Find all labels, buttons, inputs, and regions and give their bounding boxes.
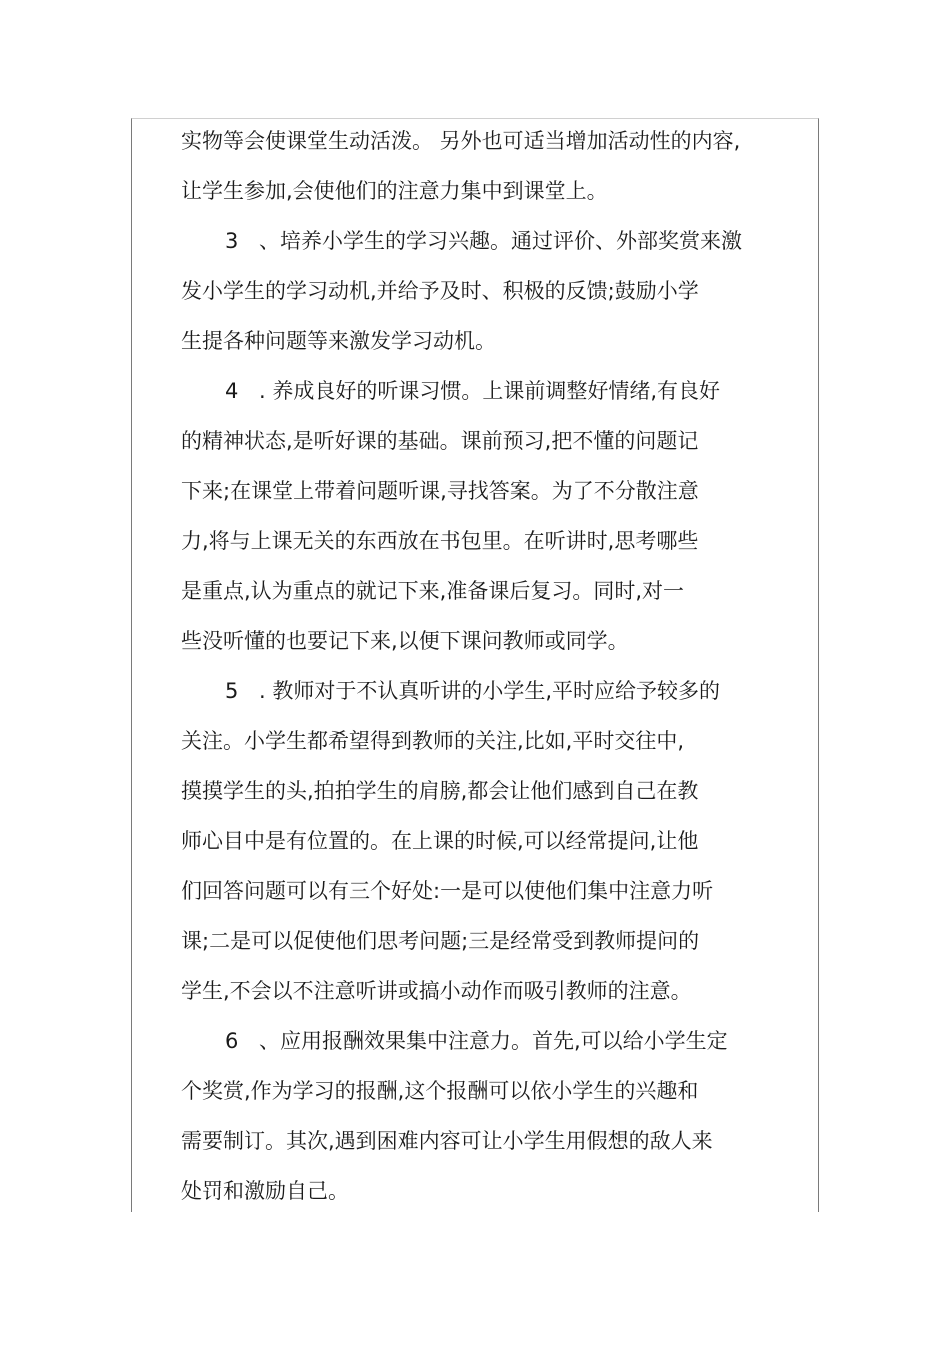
list-number: 4 — [225, 379, 239, 403]
list-item-4 — [181, 366, 743, 416]
text-line: . 教师对于不认真听讲的小学生,平时应给予较多的 — [259, 679, 721, 703]
list-number: 3 — [225, 229, 239, 253]
list-item-3 — [181, 216, 743, 266]
text-line: 、应用报酬效果集中注意力。首先,可以给小学生定 — [259, 1029, 728, 1053]
list-item-5 — [181, 666, 743, 716]
text-line: 师心目中是有位置的。在上课的时候,可以经常提问,让他 — [181, 829, 699, 853]
text-line: 些没听懂的也要记下来,以便下课问教师或同学。 — [181, 629, 629, 653]
text-line: . 养成良好的听课习惯。上课前调整好情绪,有良好 — [259, 379, 721, 403]
document-body — [181, 116, 743, 1216]
text-line: 处罚和激励自己。 — [181, 1179, 349, 1203]
list-number: 5 — [225, 679, 239, 703]
text-line: 个奖赏,作为学习的报酬,这个报酬可以依小学生的兴趣和 — [181, 1079, 699, 1103]
text-line: 下来;在课堂上带着问题听课,寻找答案。为了不分散注意 — [181, 479, 699, 503]
text-line: 课;二是可以促使他们思考问题;三是经常受到教师提问的 — [181, 929, 700, 953]
text-line: 、培养小学生的学习兴趣。通过评价、外部奖赏来激 — [259, 229, 742, 253]
text-line: 实物等会使课堂生动活泼。 另外也可适当增加活动性的内容, — [181, 129, 741, 153]
text-line: 力,将与上课无关的东西放在书包里。在听讲时,思考哪些 — [181, 529, 699, 553]
text-line: 发小学生的学习动机,并给予及时、积极的反馈;鼓励小学 — [181, 279, 699, 303]
list-item-6 — [181, 1016, 743, 1066]
text-line: 关注。小学生都希望得到教师的关注,比如,平时交往中, — [181, 729, 685, 753]
text-line: 是重点,认为重点的就记下来,准备课后复习。同时,对一 — [181, 579, 685, 603]
text-line: 需要制订。其次,遇到困难内容可让小学生用假想的敌人来 — [181, 1129, 713, 1153]
text-line: 的精神状态,是听好课的基础。课前预习,把不懂的问题记 — [181, 429, 699, 453]
text-line: 学生,不会以不注意听讲或搞小动作而吸引教师的注意。 — [181, 979, 692, 1003]
text-line: 让学生参加,会使他们的注意力集中到课堂上。 — [181, 179, 608, 203]
text-line: 们回答问题可以有三个好处:一是可以使他们集中注意力听 — [181, 879, 714, 903]
text-line: 生提各种问题等来激发学习动机。 — [181, 329, 496, 353]
list-number: 6 — [225, 1029, 239, 1053]
text-line: 摸摸学生的头,拍拍学生的肩膀,都会让他们感到自己在教 — [181, 779, 699, 803]
